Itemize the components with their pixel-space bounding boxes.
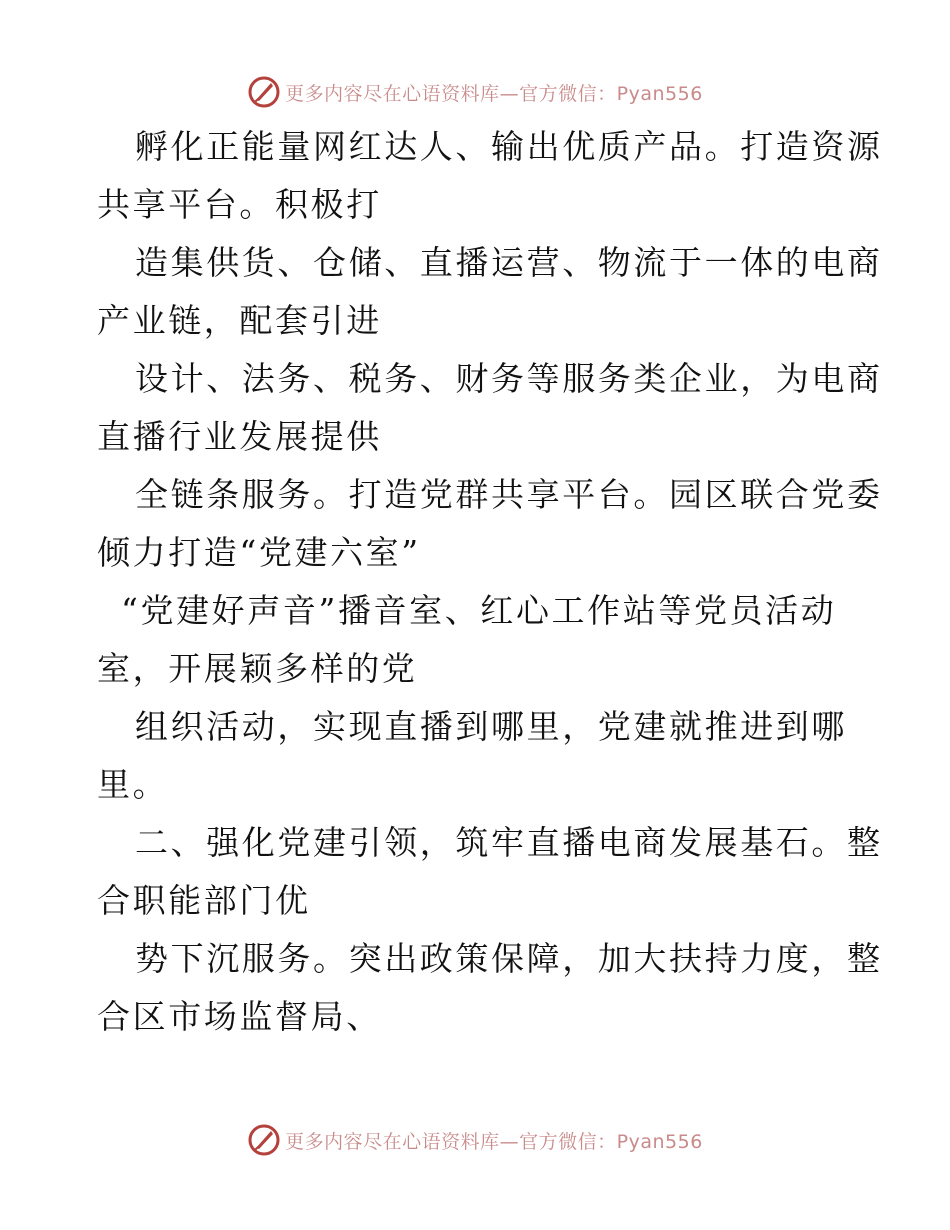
quill-logo-icon [247, 1123, 281, 1157]
watermark-text: 更多内容尽在心语资料库—官方微信：Pyan556 [285, 1130, 703, 1153]
quill-logo-icon [247, 75, 281, 109]
paragraph-line: 孵化正能量网红达人、输出优质产品。打造资源 [135, 127, 883, 166]
paragraph-line: 组织活动，实现直播到哪里，党建就推进到哪 [135, 707, 847, 746]
paragraph-line: “党建好声音”播音室、红心工作站等党员活动 [121, 591, 837, 630]
paragraph-line: 室，开展颖多样的党 [97, 649, 418, 688]
paragraph-line: 里。 [97, 765, 169, 804]
paragraph-line: 全链条服务。打造党群共享平台。园区联合党委 [135, 475, 883, 514]
paragraph-line: 势下沉服务。突出政策保障，加大扶持力度，整 [135, 939, 883, 978]
footer-watermark [0, 1120, 950, 1160]
paragraph-line: 合区市场监督局、 [97, 997, 382, 1036]
paragraph-line: 共享平台。积极打 [97, 185, 382, 224]
paragraph-line: 二、强化党建引领，筑牢直播电商发展基石。整 [135, 823, 883, 862]
paragraph-line: 设计、法务、税务、财务等服务类企业，为电商 [135, 359, 883, 398]
document-body [97, 118, 883, 1046]
paragraph-line: 直播行业发展提供 [97, 417, 382, 456]
paragraph-line: 造集供货、仓储、直播运营、物流于一体的电商 [135, 243, 883, 282]
paragraph-line: 合职能部门优 [97, 881, 311, 920]
paragraph-line: 产业链，配套引进 [97, 301, 382, 340]
watermark-text: 更多内容尽在心语资料库—官方微信：Pyan556 [285, 82, 703, 105]
header-watermark [0, 72, 950, 112]
paragraph-line: 倾力打造“党建六室” [97, 533, 421, 572]
